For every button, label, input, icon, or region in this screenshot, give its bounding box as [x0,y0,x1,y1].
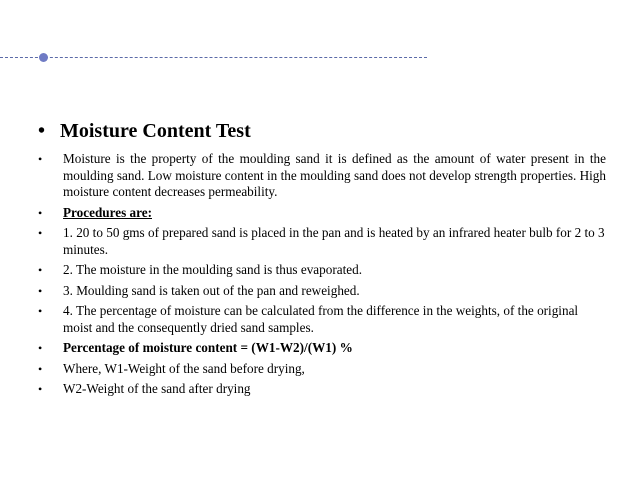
list-item-w1-definition [38,361,606,378]
list-item-text: W2-Weight of the sand after drying [63,381,251,396]
list-item-text: Where, W1-Weight of the sand before drying, [63,360,305,376]
list-bullet: • [38,382,43,396]
list-item-step-4 [38,303,606,336]
list-bullet: • [38,361,43,376]
list-item-step-3 [38,283,606,300]
list-bullet: • [38,152,43,166]
heading-text: Moisture Content Test [60,120,251,142]
list-item-formula [38,340,606,357]
list-item-definition [38,151,606,201]
list-bullet: • [38,283,43,298]
list-item-text: Moisture is the property of the moulding sand it is defined as the amount of water present in the moulding sand. Low moisture content in the moulding sand does not develop strength properties. High moisture content decreases permeability. [63,151,606,199]
list-bullet: • [38,205,43,220]
list-bullet: • [38,341,43,355]
list-item-text: Procedures are: [63,204,152,220]
list-item-text: 2. The moisture in the moulding sand is thus evaporated. [63,262,362,277]
slide-heading [38,119,251,143]
content-list [38,151,606,402]
list-item-text: 3. Moulding sand is taken out of the pan and reweighed. [63,282,360,298]
heading-bullet: • [38,120,46,142]
list-item-text: 4. The percentage of moisture can be calculated from the difference in the weights, of the original moist and the consequently dried sand samples. [63,303,579,335]
list-item-procedures-title [38,205,606,222]
list-item-step-2 [38,262,606,279]
list-item-w2-definition [38,381,606,398]
list-item-text: Percentage of moisture content = (W1-W2)/(W1) % [63,340,353,355]
header-dot-ornament [39,53,48,62]
list-bullet: • [38,263,43,277]
list-bullet: • [38,304,43,318]
list-bullet: • [38,226,43,240]
header-divider-line [0,57,427,58]
list-item-text: 1. 20 to 50 gms of prepared sand is placed in the pan and is heated by an infrared heater bulb for 2 to 3 minutes. [63,225,605,257]
list-item-step-1 [38,225,606,258]
